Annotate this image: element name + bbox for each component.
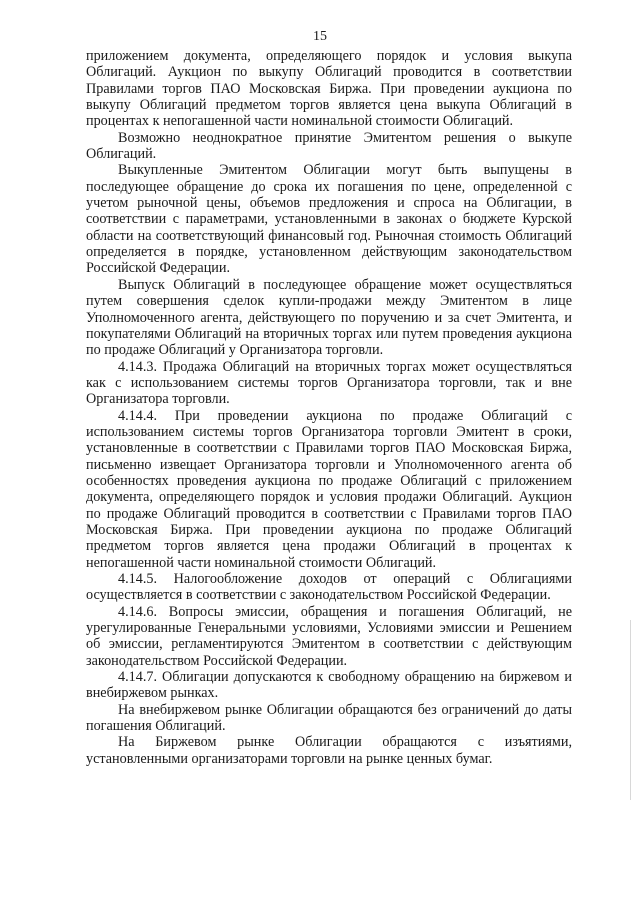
paragraph-continued: приложением документа, определяющего порядок и условия выкупа Облигаций. Аукцион по выкупу Облигаций проводится в соответствии Правилами торгов ПАО Московская Биржа. При проведении аукциона по выкупу Облигаций предметом торгов является цена выкупа Облигаций в процентах к непогашенной части номинальной стоимости Облигаций. xyxy=(86,48,572,130)
paragraph-4-14-7: 4.14.7. Облигации допускаются к свободному обращению на биржевом и внебиржевом рынках. xyxy=(86,669,572,702)
paragraph-redeemed-bonds: Выкупленные Эмитентом Облигации могут быть выпущены в последующее обращение до срока их погашения по цене, определенной с учетом рыночной цены, объемов предложения и спроса на Облигации, в соответствии с параметрами, установленными в законах о бюджете Курской области на соответствующий финансовый год. Рыночная стоимость Облигаций определяется в порядке, установленном действующим законодательством Российской Федерации. xyxy=(86,162,572,277)
document-body xyxy=(86,48,572,767)
page-number: 15 xyxy=(313,29,327,44)
paragraph-4-14-5: 4.14.5. Налогообложение доходов от операций с Облигациями осуществляется в соответствии с законодательством Российской Федерации. xyxy=(86,571,572,604)
paragraph-repeated-buyback: Возможно неоднократное принятие Эмитентом решения о выкупе Облигаций. xyxy=(86,129,572,163)
paragraph-reissue: Выпуск Облигаций в последующее обращение может осуществляться путем совершения сделок купли-продажи между Эмитентом в лице Уполномоченного агента, действующего по поручению и за счет Эмитента, и покупателями Облигаций на вторичных торгах или путем проведения аукциона по продаже Облигаций у Организатора торговли. xyxy=(86,276,572,359)
paragraph-otc-market: На внебиржевом рынке Облигации обращаются без ограничений до даты погашения Облигаций. xyxy=(86,701,572,735)
paragraph-4-14-4: 4.14.4. При проведении аукциона по продаже Облигаций с использованием системы торгов Организатора торговли Эмитент в сроки, установленные в соответствии с Правилами торгов ПАО Московская Биржа, письменно извещает Организатора торговли и Уполномоченного агента об особенностях проведения аукциона по продаже Облигаций с приложением документа, определяющего порядок и условия продажи Облигаций. Аукцион по продаже Облигаций проводится в соответствии с Правилами торгов ПАО Московская Биржа. При проведении аукциона по продаже Облигаций предметом торгов является цена продажи Облигаций в процентах к непогашенной части номинальной стоимости Облигаций. xyxy=(86,407,572,571)
paragraph-exchange-market: На Биржевом рынке Облигации обращаются с изъятиями, установленными организаторами торговли на рынке ценных бумаг. xyxy=(86,734,572,767)
paragraph-4-14-6: 4.14.6. Вопросы эмиссии, обращения и погашения Облигаций, не урегулированные Генеральными условиями, Условиями эмиссии и Решением об эмиссии, регламентируются Эмитентом в соответствии с действующим законодательством Российской Федерации. xyxy=(86,603,572,669)
scan-edge-mark xyxy=(630,620,631,800)
paragraph-4-14-3: 4.14.3. Продажа Облигаций на вторичных торгах может осуществляться как с использованием системы торгов Организатора торговли, так и вне Организатора торговли. xyxy=(86,358,572,408)
